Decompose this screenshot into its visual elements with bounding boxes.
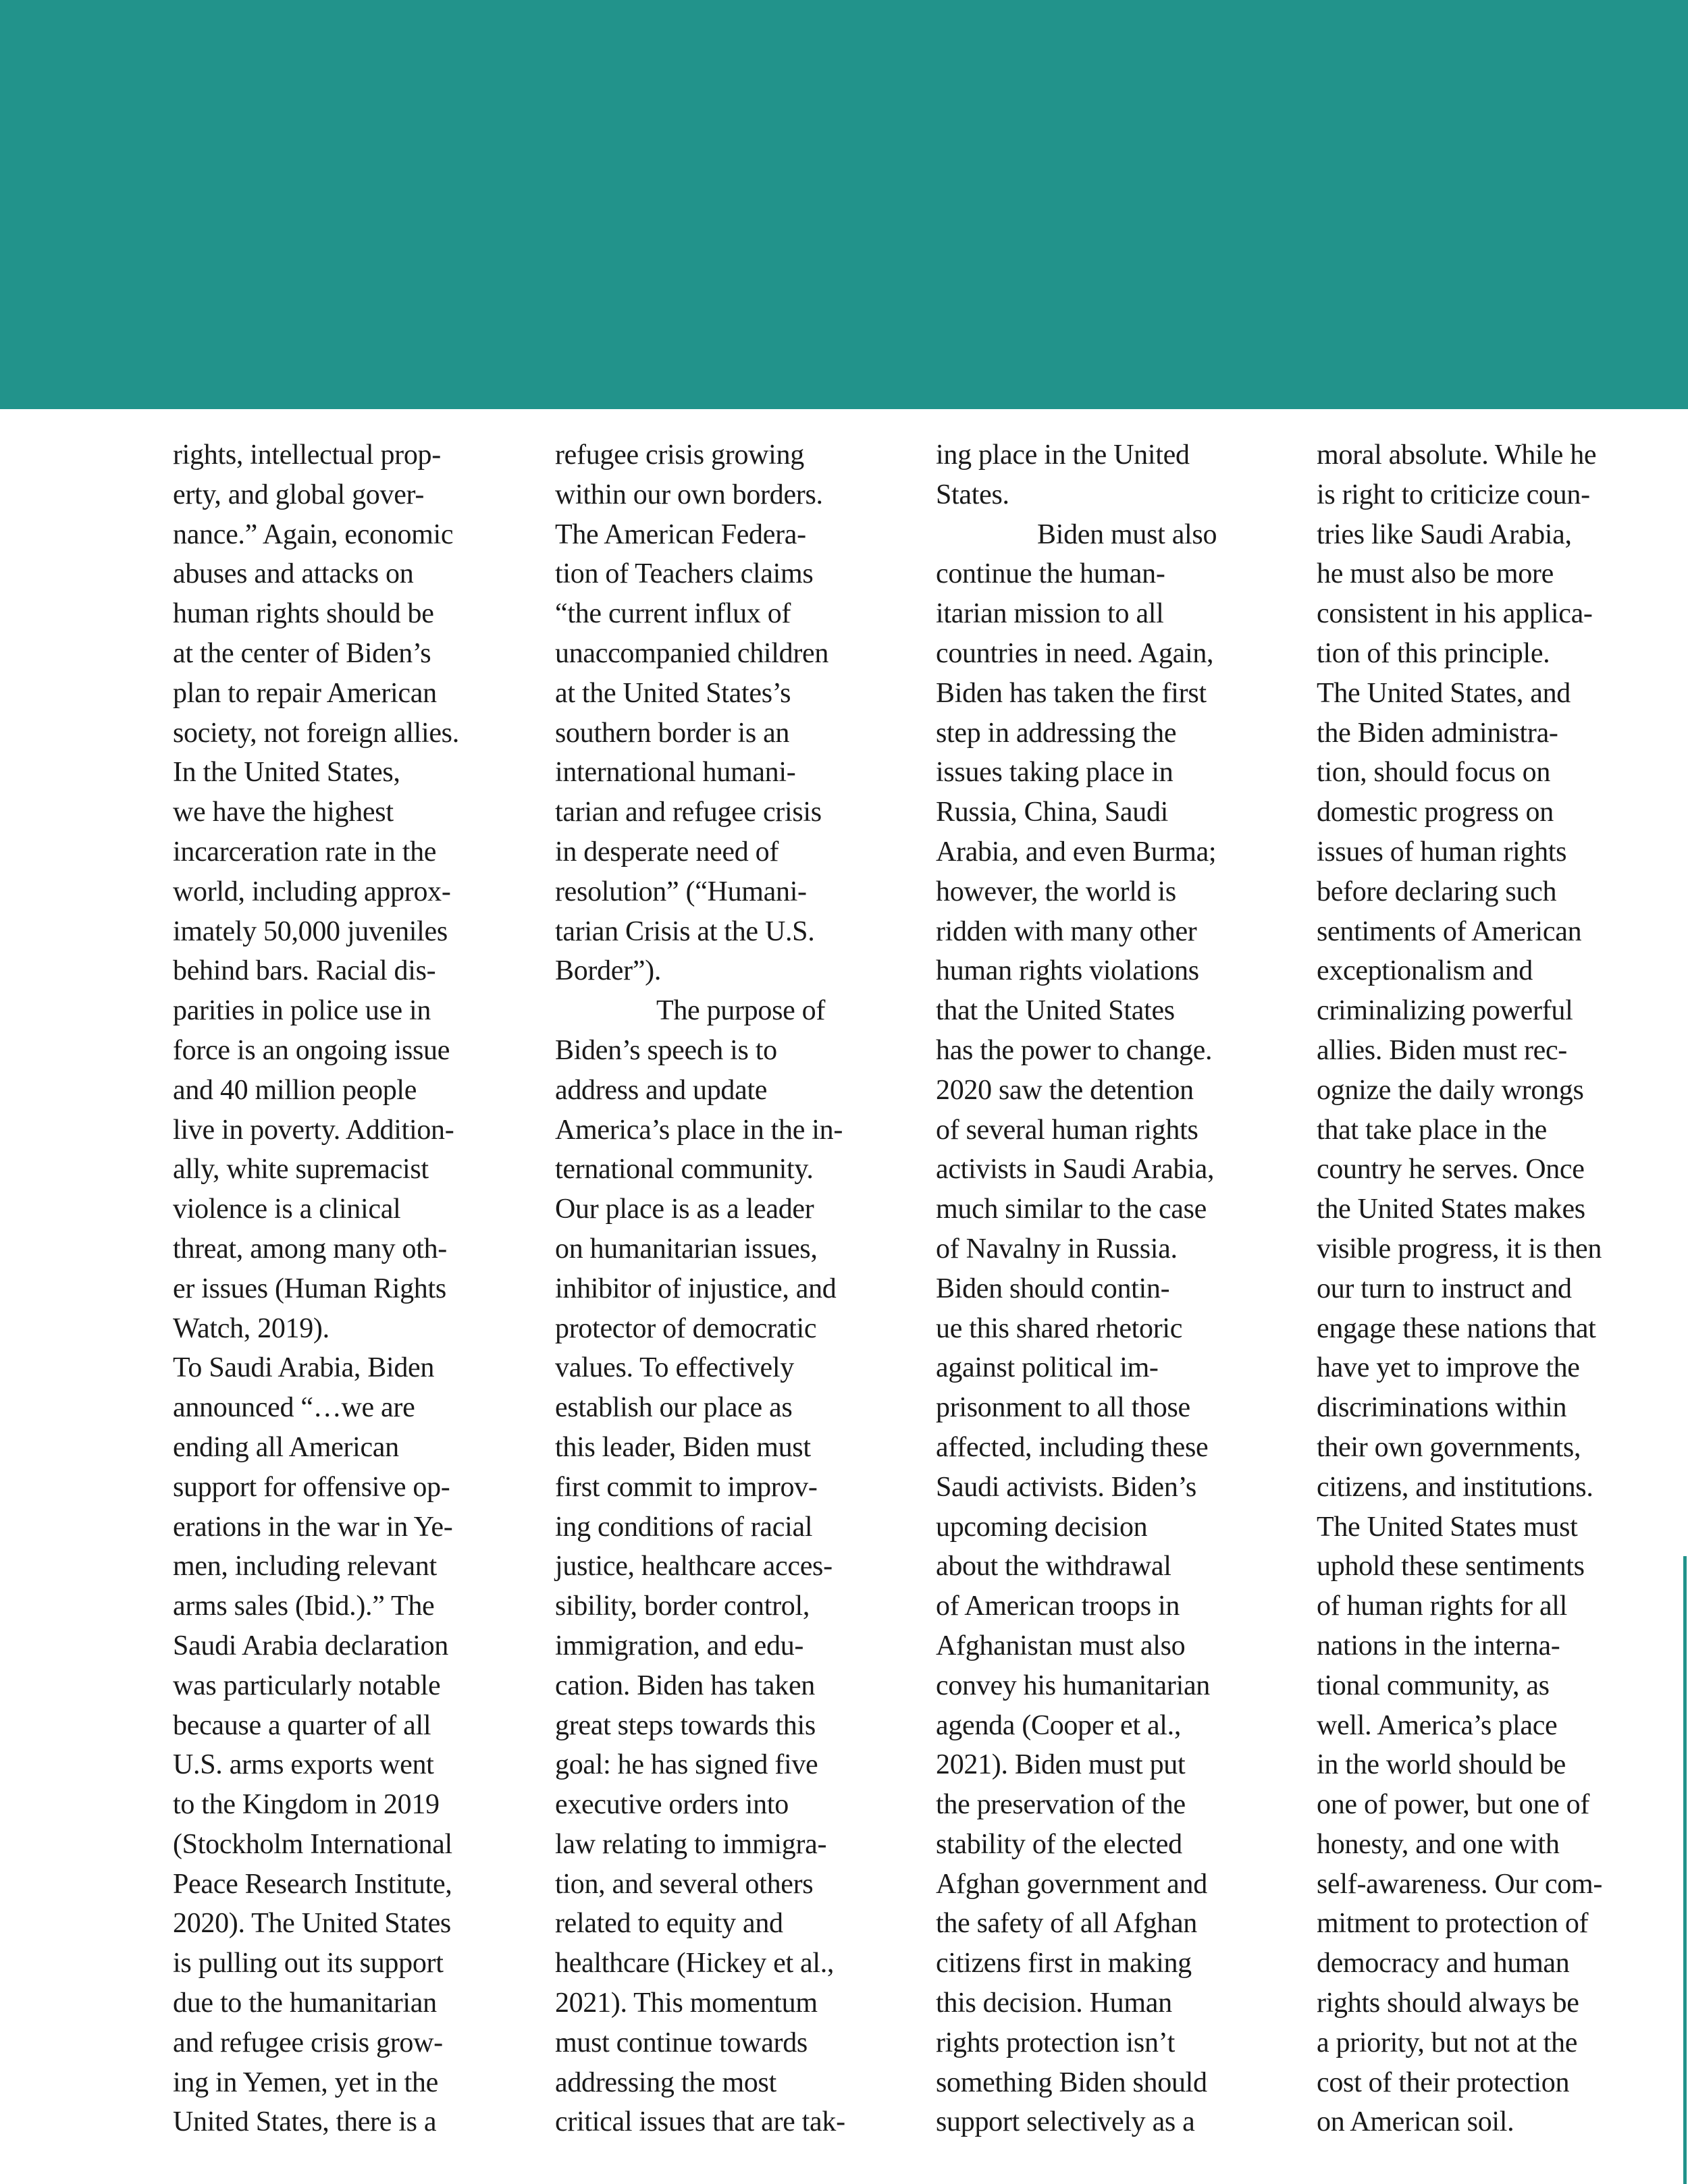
text-line: agenda (Cooper et al., — [936, 1709, 1182, 1741]
text-line: stability of the elected — [936, 1828, 1182, 1860]
text-line: cation. Biden has taken — [555, 1670, 815, 1701]
text-line: on humanitarian issues, — [555, 1233, 818, 1264]
text-line: ternational community. — [555, 1154, 814, 1186]
text-line: prisonment to all those — [936, 1392, 1190, 1424]
text-line: er issues (Human Rights — [173, 1273, 446, 1304]
text-line: 2020 saw the detention — [936, 1074, 1194, 1106]
paragraph — [173, 1348, 490, 2142]
text-line: tion of Teachers claims — [555, 558, 814, 590]
text-line: of American troops in — [936, 1591, 1180, 1622]
text-line: rights should always be — [1317, 1988, 1579, 2019]
text-line: in the world should be — [1317, 1749, 1566, 1781]
text-line: country he serves. Once — [1317, 1154, 1585, 1186]
text-line: have yet to improve the — [1317, 1352, 1580, 1384]
text-line: self-awareness. Our com- — [1317, 1868, 1603, 1900]
text-line: inhibitor of injustice, and — [555, 1273, 837, 1304]
text-line: violence is a clinical — [173, 1194, 401, 1225]
text-line: something Biden should — [936, 2067, 1207, 2098]
text-line: critical issues that are tak- — [555, 2106, 845, 2138]
paragraph — [936, 515, 1253, 2143]
text-line: nations in the interna- — [1317, 1630, 1560, 1661]
text-column-3 — [936, 435, 1253, 2142]
text-line: affected, including these — [936, 1431, 1209, 1463]
text-line: we have the highest — [173, 797, 394, 828]
text-line: must continue towards — [555, 2027, 808, 2058]
text-line: continue the human- — [936, 558, 1165, 590]
text-line: behind bars. Racial dis- — [173, 955, 436, 987]
text-line: the safety of all Afghan — [936, 1908, 1198, 1940]
text-line: domestic progress on — [1317, 797, 1554, 828]
paragraph — [936, 435, 1253, 515]
text-line: our turn to instruct and — [1317, 1273, 1572, 1304]
text-line: the Biden administra- — [1317, 717, 1558, 749]
text-line: human rights violations — [936, 955, 1199, 987]
text-line: however, the world is — [936, 876, 1176, 907]
paragraph — [173, 435, 490, 1348]
text-line: 2020). The United States — [173, 1908, 451, 1940]
text-line: immigration, and edu- — [555, 1630, 804, 1661]
text-line: refugee crisis growing — [555, 440, 804, 471]
text-line: world, including approx- — [173, 876, 451, 907]
text-line: Our place is as a leader — [555, 1194, 814, 1225]
text-line: incarceration rate in the — [173, 836, 437, 868]
text-line: related to equity and — [555, 1908, 783, 1940]
text-line: convey his humanitarian — [936, 1670, 1210, 1701]
text-line: law relating to immigra- — [555, 1828, 827, 1860]
header-color-band — [0, 0, 1688, 409]
text-line: Afghan government and — [936, 1868, 1207, 1900]
text-line: international humani- — [555, 757, 796, 789]
text-line: To Saudi Arabia, Biden — [173, 1352, 435, 1384]
text-line: Saudi activists. Biden’s — [936, 1471, 1196, 1503]
text-line: exceptionalism and — [1317, 955, 1533, 987]
text-line: States. — [936, 479, 1009, 510]
text-line: one of power, but one of — [1317, 1789, 1590, 1821]
text-line: Biden should contin- — [936, 1273, 1170, 1304]
text-line: tarian and refugee crisis — [555, 797, 822, 828]
text-line: great steps towards this — [555, 1709, 816, 1741]
text-line: 2021). Biden must put — [936, 1749, 1186, 1781]
text-line: well. America’s place — [1317, 1709, 1558, 1741]
text-line: protector of democratic — [555, 1312, 817, 1344]
text-line: force is an ongoing issue — [173, 1034, 450, 1066]
text-line: U.S. arms exports went — [173, 1749, 434, 1781]
text-line: threat, among many oth- — [173, 1233, 447, 1264]
paragraph — [1317, 435, 1634, 2142]
text-line: the preservation of the — [936, 1789, 1186, 1821]
text-line: to the Kingdom in 2019 — [173, 1789, 440, 1821]
text-line: arms sales (Ibid.).” The — [173, 1591, 435, 1622]
text-line: criminalizing powerful — [1317, 995, 1573, 1027]
text-line: mitment to protection of — [1317, 1908, 1589, 1940]
text-line: of Navalny in Russia. — [936, 1233, 1178, 1264]
text-line: that take place in the — [1317, 1114, 1547, 1146]
text-line: and 40 million people — [173, 1074, 417, 1106]
text-line: tion of this principle. — [1317, 637, 1550, 669]
text-line: much similar to the case — [936, 1194, 1207, 1225]
text-line: is right to criticize coun- — [1317, 479, 1590, 510]
text-line: America’s place in the in- — [555, 1114, 843, 1146]
text-line: Biden’s speech is to — [555, 1034, 777, 1066]
text-line: of human rights for all — [1317, 1591, 1568, 1622]
text-line: address and update — [555, 1074, 768, 1106]
text-line: announced “…we are — [173, 1392, 415, 1424]
text-line: Peace Research Institute, — [173, 1868, 452, 1900]
text-line: tional community, as — [1317, 1670, 1550, 1701]
text-line: about the withdrawal — [936, 1551, 1171, 1582]
text-line: allies. Biden must rec- — [1317, 1034, 1567, 1066]
text-line: nance.” Again, economic — [173, 518, 454, 550]
text-line: issues of human rights — [1317, 836, 1567, 868]
text-line: citizens first in making — [936, 1948, 1192, 1979]
text-line: tion, should focus on — [1317, 757, 1551, 789]
text-line: rights protection isn’t — [936, 2027, 1175, 2058]
text-line: 2021). This momentum — [555, 1988, 818, 2019]
text-line: imately 50,000 juveniles — [173, 915, 448, 947]
text-line: this leader, Biden must — [555, 1431, 811, 1463]
text-line: Saudi Arabia declaration — [173, 1630, 448, 1661]
text-line: Afghanistan must also — [936, 1630, 1186, 1661]
text-line: establish our place as — [555, 1392, 793, 1424]
text-line: Russia, China, Saudi — [936, 797, 1169, 828]
edge-accent-rule — [1683, 1556, 1687, 2184]
text-line: society, not foreign allies. — [173, 717, 459, 749]
text-line: plan to repair American — [173, 677, 437, 709]
text-line: citizens, and institutions. — [1317, 1471, 1593, 1503]
text-line: ing in Yemen, yet in the — [173, 2067, 438, 2098]
text-line: In the United States, — [173, 757, 400, 789]
text-line: is pulling out its support — [173, 1948, 444, 1979]
text-line: moral absolute. While he — [1317, 440, 1597, 471]
text-line: addressing the most — [555, 2067, 776, 2098]
text-line: that the United States — [936, 995, 1175, 1027]
text-line: first commit to improv- — [555, 1471, 818, 1503]
text-line: unaccompanied children — [555, 637, 829, 669]
text-column-2 — [555, 435, 872, 2142]
text-line: due to the humanitarian — [173, 1988, 437, 2019]
text-line: Biden has taken the first — [936, 677, 1207, 709]
text-line: goal: he has signed five — [555, 1749, 818, 1781]
text-line: upcoming decision — [936, 1511, 1148, 1543]
text-line: this decision. Human — [936, 1988, 1172, 2019]
text-line: step in addressing the — [936, 717, 1177, 749]
text-line: sibility, border control, — [555, 1591, 810, 1622]
text-line: consistent in his applica- — [1317, 598, 1593, 630]
text-line: sentiments of American — [1317, 915, 1582, 947]
text-column-1 — [173, 435, 490, 2142]
text-line: The United States, and — [1317, 677, 1571, 709]
text-line: rights, intellectual prop- — [173, 440, 441, 471]
text-line: southern border is an — [555, 717, 790, 749]
text-line: at the United States’s — [555, 677, 791, 709]
text-line: tion, and several others — [555, 1868, 814, 1900]
text-line: has the power to change. — [936, 1034, 1213, 1066]
text-line: their own governments, — [1317, 1431, 1581, 1463]
text-line: cost of their protection — [1317, 2067, 1570, 2098]
text-line: erations in the war in Ye- — [173, 1511, 453, 1543]
text-line: within our own borders. — [555, 479, 823, 510]
text-line: activists in Saudi Arabia, — [936, 1154, 1215, 1186]
text-line: ridden with many other — [936, 915, 1197, 947]
text-line: men, including relevant — [173, 1551, 437, 1582]
text-line: ing conditions of racial — [555, 1511, 813, 1543]
text-line: United States, there is a — [173, 2106, 437, 2138]
text-line: democracy and human — [1317, 1948, 1570, 1979]
text-line: countries in need. Again, — [936, 637, 1214, 669]
text-line: (Stockholm International — [173, 1828, 452, 1860]
text-line: abuses and attacks on — [173, 558, 414, 590]
text-line: honesty, and one with — [1317, 1828, 1560, 1860]
text-line: resolution” (“Humani- — [555, 876, 807, 907]
text-line: issues taking place in — [936, 757, 1173, 789]
text-line: he must also be more — [1317, 558, 1554, 590]
text-line: The United States must — [1317, 1511, 1578, 1543]
text-line: erty, and global gover- — [173, 479, 425, 510]
text-line: on American soil. — [1317, 2106, 1514, 2138]
text-line: engage these nations that — [1317, 1312, 1596, 1344]
text-line: uphold these sentiments — [1317, 1551, 1585, 1582]
text-line: healthcare (Hickey et al., — [555, 1948, 835, 1979]
text-line: discriminations within — [1317, 1392, 1567, 1424]
text-line: The American Federa- — [555, 518, 806, 550]
text-column-4 — [1317, 435, 1634, 2142]
text-line: itarian mission to all — [936, 598, 1164, 630]
text-line: ing place in the United — [936, 440, 1190, 471]
text-line: of several human rights — [936, 1114, 1198, 1146]
text-line: support selectively as a — [936, 2106, 1195, 2138]
text-line: against political im- — [936, 1352, 1159, 1384]
text-line: The purpose of — [656, 995, 826, 1027]
text-line: human rights should be — [173, 598, 434, 630]
text-line: a priority, but not at the — [1317, 2027, 1578, 2058]
text-line: visible progress, it is then — [1317, 1233, 1602, 1264]
text-line: tarian Crisis at the U.S. — [555, 915, 815, 947]
text-line: “the current influx of — [555, 598, 791, 630]
text-line: values. To effectively — [555, 1352, 794, 1384]
text-line: in desperate need of — [555, 836, 779, 868]
text-line: ognize the daily wrongs — [1317, 1074, 1584, 1106]
text-line: justice, healthcare acces- — [555, 1551, 833, 1582]
text-line: ally, white supremacist — [173, 1154, 429, 1186]
text-line: Arabia, and even Burma; — [936, 836, 1217, 868]
text-line: live in poverty. Addition- — [173, 1114, 454, 1146]
text-line: support for offensive op- — [173, 1471, 450, 1503]
text-line: Biden must also — [1037, 518, 1217, 550]
text-line: at the center of Biden’s — [173, 637, 431, 669]
text-line: the United States makes — [1317, 1194, 1585, 1225]
text-line: ending all American — [173, 1431, 399, 1463]
text-line: and refugee crisis grow- — [173, 2027, 443, 2058]
text-line: Watch, 2019). — [173, 1312, 329, 1344]
text-line: ue this shared rhetoric — [936, 1312, 1183, 1344]
text-line: was particularly notable — [173, 1670, 441, 1701]
text-line: Border”). — [555, 955, 662, 987]
text-line: before declaring such — [1317, 876, 1557, 907]
text-line: tries like Saudi Arabia, — [1317, 518, 1572, 550]
paragraph — [555, 991, 872, 2142]
text-line: because a quarter of all — [173, 1709, 431, 1741]
paragraph — [555, 435, 872, 991]
text-line: parities in police use in — [173, 995, 431, 1027]
text-line: executive orders into — [555, 1789, 789, 1821]
